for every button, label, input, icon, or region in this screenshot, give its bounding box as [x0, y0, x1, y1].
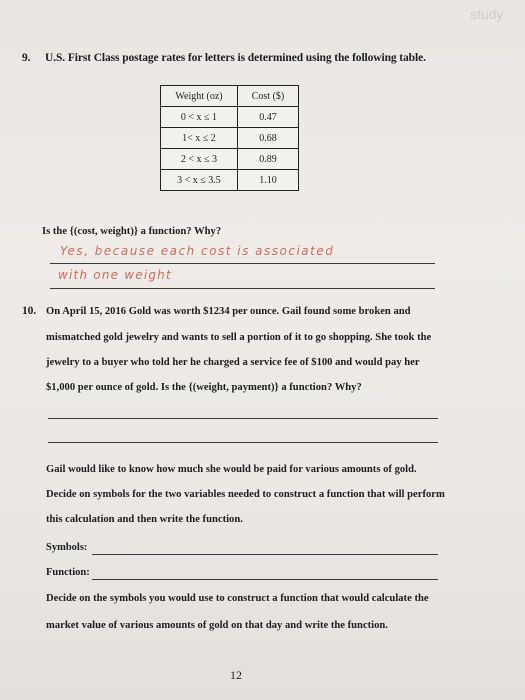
- cost-cell: 1.10: [238, 170, 299, 191]
- weight-cell: 0 < x ≤ 1: [161, 107, 238, 128]
- page-number: 12: [230, 668, 242, 682]
- answer-line: [48, 442, 438, 443]
- cost-cell: 0.89: [238, 149, 299, 170]
- header-weight: Weight (oz): [161, 86, 238, 107]
- answer-line: [50, 288, 435, 289]
- q10-para3-line: market value of various amounts of gold on that day and write the function.: [46, 620, 388, 631]
- table-row: [161, 107, 299, 128]
- watermark: study: [470, 6, 504, 22]
- weight-cell: 2 < x ≤ 3: [161, 149, 238, 170]
- q9-text: U.S. First Class postage rates for letters is determined using the following table.: [45, 52, 426, 64]
- answer-line: [50, 263, 435, 264]
- function-answer-line: [92, 579, 438, 580]
- function-label: Function:: [46, 567, 90, 578]
- q10-para2-line: this calculation and then write the function.: [46, 514, 243, 525]
- q10-line: On April 15, 2016 Gold was worth $1234 per ounce. Gail found some broken and: [46, 306, 411, 317]
- symbols-label: Symbols:: [46, 542, 88, 553]
- q10-para2-line: Decide on symbols for the two variables needed to construct a function that will perform: [46, 489, 445, 500]
- q10-number: 10.: [22, 305, 37, 317]
- postage-rate-table: [160, 85, 299, 191]
- table-row: [161, 128, 299, 149]
- answer-line: [48, 418, 438, 419]
- q10-para2-line: Gail would like to know how much she would be paid for various amounts of gold.: [46, 464, 417, 475]
- q10-para3-line: Decide on the symbols you would use to construct a function that would calculate the: [46, 593, 429, 604]
- header-cost: Cost ($): [238, 86, 299, 107]
- table-row: [161, 149, 299, 170]
- weight-cell: 1< x ≤ 2: [161, 128, 238, 149]
- q9-number: 9.: [22, 52, 31, 64]
- q10-line: $1,000 per ounce of gold. Is the {(weight, payment)} a function? Why?: [46, 382, 362, 393]
- symbols-answer-line: [92, 554, 438, 555]
- q10-line: jewelry to a buyer who told her he charged a service fee of $100 and would pay her: [46, 357, 420, 368]
- weight-cell: 3 < x ≤ 3.5: [161, 170, 238, 191]
- cost-cell: 0.47: [238, 107, 299, 128]
- table-header-row: [161, 86, 299, 107]
- q10-line: mismatched gold jewelry and wants to sell a portion of it to go shopping. She took the: [46, 332, 432, 343]
- q9-question: Is the {(cost, weight)} a function? Why?: [42, 226, 222, 237]
- table-row: [161, 170, 299, 191]
- q9-handwritten-answer-2: with one weight: [58, 268, 172, 282]
- cost-cell: 0.68: [238, 128, 299, 149]
- q9-handwritten-answer-1: Yes, because each cost is associated: [60, 244, 335, 258]
